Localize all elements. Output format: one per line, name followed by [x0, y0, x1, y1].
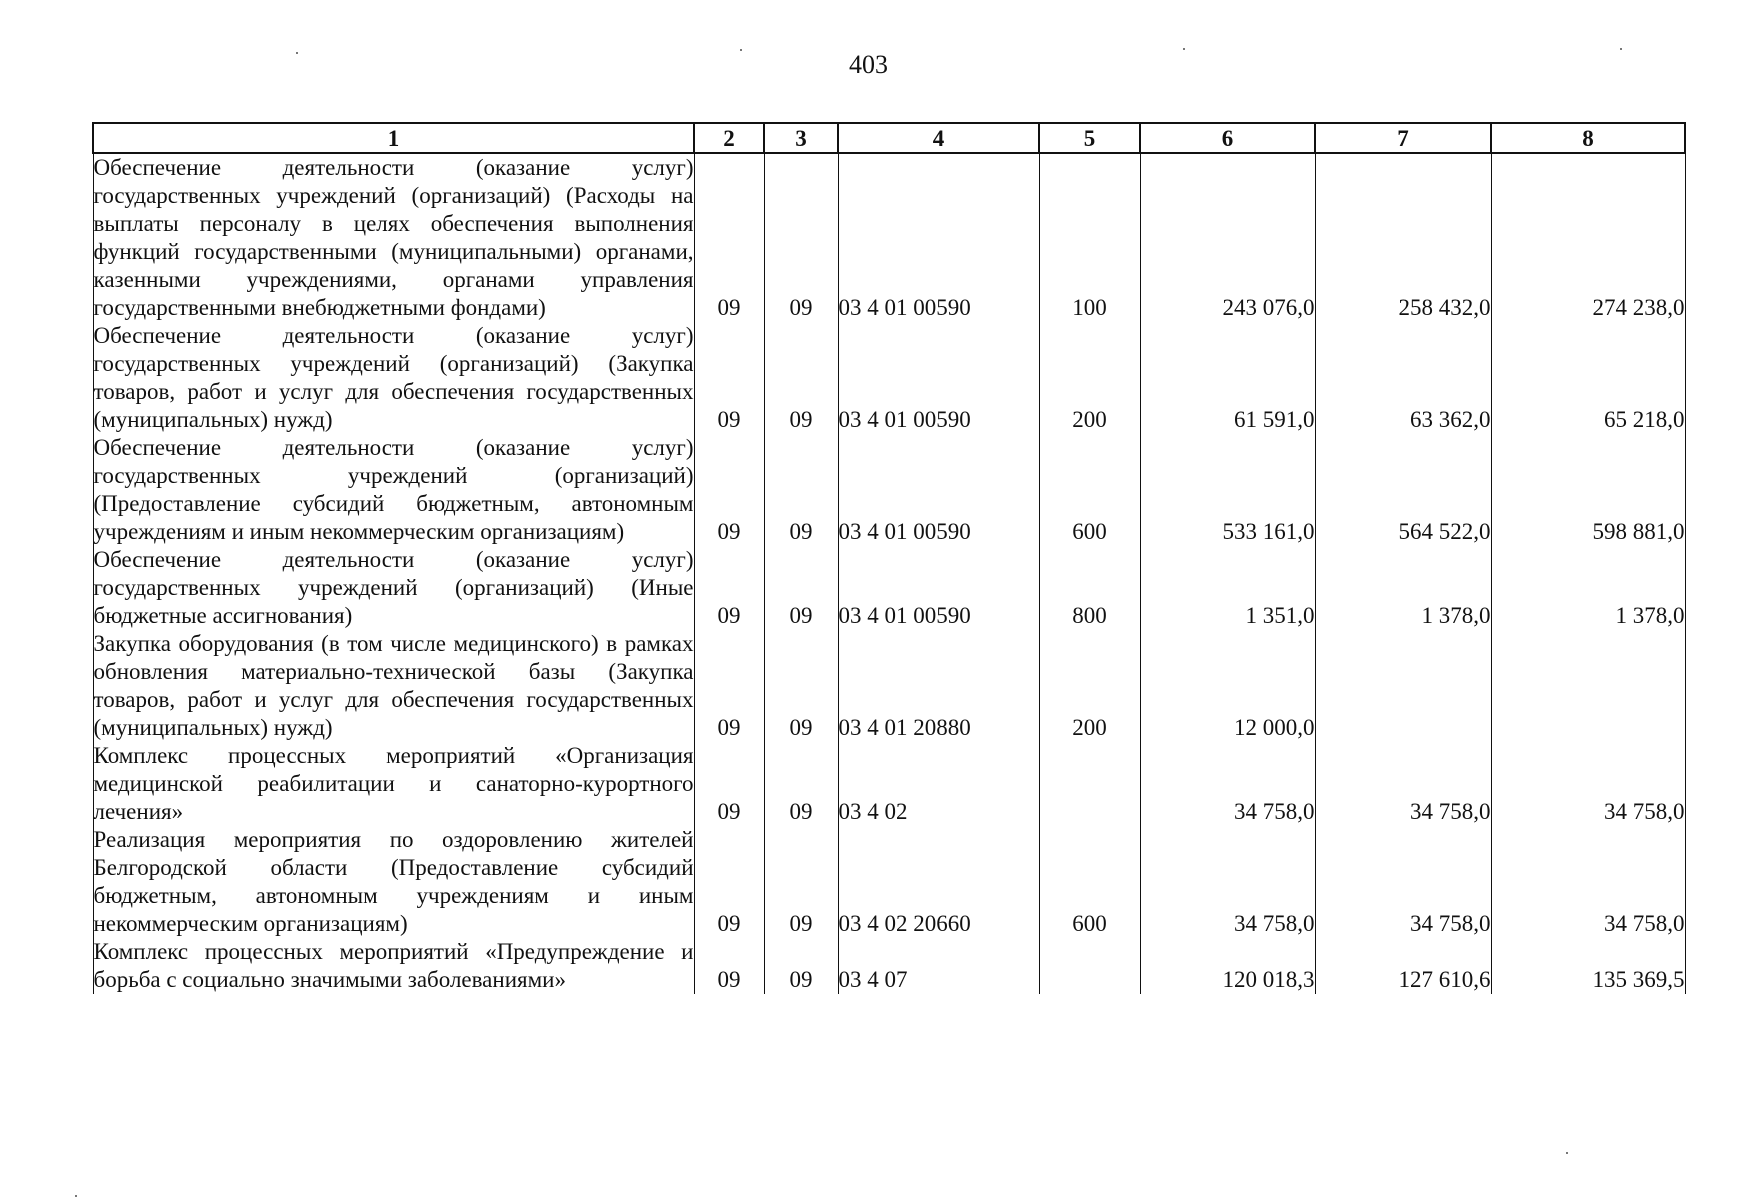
table-row — [93, 826, 1685, 938]
header-col-6: 6 — [1140, 123, 1315, 153]
scan-speck — [1620, 48, 1622, 50]
expense-type-code: 200 — [1039, 322, 1140, 434]
amount-col-7: 34 758,0 — [1315, 742, 1491, 826]
budget-table — [92, 122, 1686, 994]
target-article-code: 03 4 01 00590 — [838, 434, 1039, 546]
header-col-5: 5 — [1039, 123, 1140, 153]
amount-col-6: 120 018,3 — [1140, 938, 1315, 994]
table-row — [93, 153, 1685, 322]
row-description: Обеспечение деятельности (оказание услуг) государственных учреждений (организаций) (Расходы на выплаты персоналу в целях обеспечения выполнения функций государственными (муниципальными) органами, казенными учреждениями, органами управления государственными внебюджетными фондами) — [93, 155, 694, 320]
section-code: 09 — [694, 826, 764, 938]
header-col-1: 1 — [93, 123, 694, 153]
header-col-7: 7 — [1315, 123, 1491, 153]
expense-type-code — [1039, 742, 1140, 826]
amount-col-6: 1 351,0 — [1140, 546, 1315, 630]
section-code: 09 — [694, 322, 764, 434]
expense-type-code: 600 — [1039, 434, 1140, 546]
expense-type-code: 600 — [1039, 826, 1140, 938]
expense-type-code — [1039, 938, 1140, 994]
table-row — [93, 322, 1685, 434]
target-article-code: 03 4 01 00590 — [838, 322, 1039, 434]
header-col-2: 2 — [694, 123, 764, 153]
target-article-code: 03 4 01 00590 — [838, 546, 1039, 630]
expense-type-code: 100 — [1039, 153, 1140, 322]
header-col-3: 3 — [764, 123, 838, 153]
subsection-code: 09 — [764, 938, 838, 994]
amount-col-6: 12 000,0 — [1140, 630, 1315, 742]
table-row — [93, 938, 1685, 994]
amount-col-8: 598 881,0 — [1491, 434, 1685, 546]
header-col-4: 4 — [838, 123, 1039, 153]
target-article-code: 03 4 02 — [838, 742, 1039, 826]
amount-col-6: 34 758,0 — [1140, 826, 1315, 938]
expense-type-code: 800 — [1039, 546, 1140, 630]
row-description: Обеспечение деятельности (оказание услуг) государственных учреждений (организаций) (Закупка товаров, работ и услуг для обеспечения государственных (муниципальных) нужд) — [93, 323, 694, 432]
target-article-code: 03 4 02 20660 — [838, 826, 1039, 938]
scan-speck — [1566, 1152, 1568, 1154]
scan-speck — [75, 1195, 77, 1197]
amount-col-7: 258 432,0 — [1315, 153, 1491, 322]
row-description: Комплекс процессных мероприятий «Организация медицинской реабилитации и санаторно-курортного лечения» — [93, 743, 694, 824]
row-description: Реализация мероприятия по оздоровлению жителей Белгородской области (Предоставление субсидий бюджетным, автономным учреждениям и иным некоммерческим организациям) — [93, 827, 694, 936]
amount-col-8 — [1491, 630, 1685, 742]
amount-col-7: 34 758,0 — [1315, 826, 1491, 938]
scan-speck — [740, 49, 742, 51]
target-article-code: 03 4 07 — [838, 938, 1039, 994]
subsection-code: 09 — [764, 630, 838, 742]
amount-col-7: 1 378,0 — [1315, 546, 1491, 630]
amount-col-7 — [1315, 630, 1491, 742]
amount-col-8: 65 218,0 — [1491, 322, 1685, 434]
section-code: 09 — [694, 546, 764, 630]
subsection-code: 09 — [764, 546, 838, 630]
section-code: 09 — [694, 434, 764, 546]
amount-col-8: 34 758,0 — [1491, 826, 1685, 938]
target-article-code: 03 4 01 20880 — [838, 630, 1039, 742]
amount-col-6: 34 758,0 — [1140, 742, 1315, 826]
subsection-code: 09 — [764, 322, 838, 434]
scan-speck — [296, 52, 298, 54]
row-description: Обеспечение деятельности (оказание услуг) государственных учреждений (организаций) (Предоставление субсидий бюджетным, автономным учреждениям и иным некоммерческим организациям) — [93, 435, 694, 544]
table-row — [93, 546, 1685, 630]
section-code: 09 — [694, 630, 764, 742]
amount-col-7: 564 522,0 — [1315, 434, 1491, 546]
subsection-code: 09 — [764, 153, 838, 322]
section-code: 09 — [694, 153, 764, 322]
expense-type-code: 200 — [1039, 630, 1140, 742]
table-row — [93, 742, 1685, 826]
header-col-8: 8 — [1491, 123, 1685, 153]
amount-col-7: 63 362,0 — [1315, 322, 1491, 434]
section-code: 09 — [694, 938, 764, 994]
page-number: 403 — [849, 50, 888, 79]
row-description: Обеспечение деятельности (оказание услуг) государственных учреждений (организаций) (Иные бюджетные ассигнования) — [93, 547, 694, 628]
scan-speck — [1183, 48, 1185, 50]
amount-col-6: 61 591,0 — [1140, 322, 1315, 434]
amount-col-8: 135 369,5 — [1491, 938, 1685, 994]
amount-col-8: 34 758,0 — [1491, 742, 1685, 826]
table-row — [93, 434, 1685, 546]
amount-col-6: 243 076,0 — [1140, 153, 1315, 322]
subsection-code: 09 — [764, 826, 838, 938]
section-code: 09 — [694, 742, 764, 826]
amount-col-8: 1 378,0 — [1491, 546, 1685, 630]
amount-col-6: 533 161,0 — [1140, 434, 1315, 546]
row-description: Закупка оборудования (в том числе медицинского) в рамках обновления материально-технической базы (Закупка товаров, работ и услуг для обеспечения государственных (муниципальных) нужд) — [93, 631, 694, 740]
subsection-code: 09 — [764, 742, 838, 826]
table-row — [93, 630, 1685, 742]
target-article-code: 03 4 01 00590 — [838, 153, 1039, 322]
amount-col-7: 127 610,6 — [1315, 938, 1491, 994]
subsection-code: 09 — [764, 434, 838, 546]
row-description: Комплекс процессных мероприятий «Предупреждение и борьба с социально значимыми заболеваниями» — [93, 939, 694, 992]
amount-col-8: 274 238,0 — [1491, 153, 1685, 322]
header-row — [93, 123, 1685, 153]
